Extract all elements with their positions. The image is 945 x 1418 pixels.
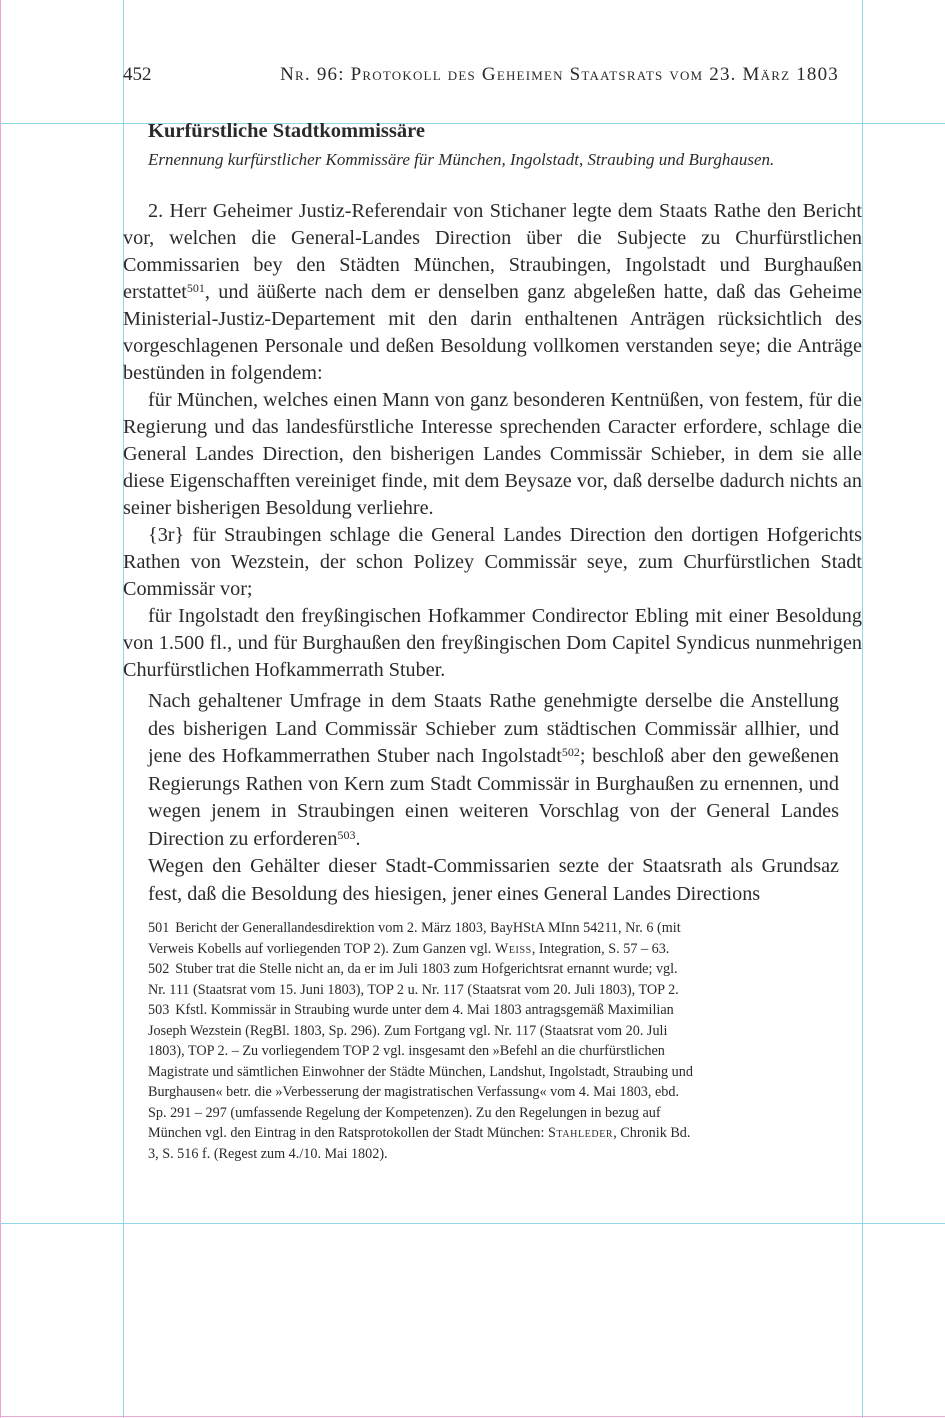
footnote-503 (148, 1000, 698, 1164)
running-head (123, 64, 839, 92)
footnote-text: , Integration, S. 57 – 63. (531, 940, 670, 957)
paragraph-ingolstadt: für Ingolstadt den freyßingischen Hofkammer Condirector Ebling mit einer Besoldung von 1.500 fl., und für Burghaußen den freyßingischen Dom Capitel Syndicus nunmehrigen Churfürstlichen Hofkammerrath Stuber. (123, 605, 862, 681)
paragraph-decision (148, 688, 839, 853)
paragraph-text: , und äüßerte nach dem er denselben ganz abgeleßen hatte, daß das Geheime Ministerial-Justiz-Departement mit den darin enthaltenen Anträgen rücksichtlich des vorgeschlagenen Personale und deßen Besoldung vollkomen verstanden seye; die Anträge bestünden in folgendem: (123, 281, 862, 384)
paragraph-text: Nach gehaltener Umfrage in dem Staats Rathe genehmigte derselbe die Anstellung des bisherigen Land Commissär Schieber zum städtischen Commissär allhier, und jene des Hofkammerrathen Stuber nach Ingolstadt (148, 690, 839, 767)
guide-line-bottom (0, 1223, 945, 1224)
paragraph-muenchen: für München, welches einen Mann von ganz besonderen Kentnüßen, von festem, für die Regierung und das landesfürstliche Interesse sprechenden Caracter erfordere, schlage die General Landes Direction, den bisherigen Landes Commissär Schieber, in dem sie alle diese Eigenschafften vereiniget finde, mit dem Beysaze vor, daß derselbe dadurch nichts an seiner bisherigen Besoldung verliehre. (123, 389, 862, 519)
footnote-ref[interactable]: 501 (186, 281, 205, 295)
footnotes (148, 918, 698, 1164)
author-name: Weiss (494, 940, 532, 957)
body-text (123, 198, 862, 908)
author-name: Stahleder (547, 1125, 614, 1141)
paragraph-report (123, 198, 862, 387)
page-number: 452 (123, 64, 152, 85)
paragraph-text: ; beschloß aber den geweßenen Regierungs Rathen von Kern zum Stadt Commissär in Burghaußen zu ernennen, und wegen jenem in Straubingen einen weiteren Vorschlag von der General Landes Direction zu erforderen (148, 745, 839, 850)
footnote-ref[interactable]: 503 (337, 827, 356, 842)
section-subtitle: Ernennung kurfürstlicher Kommissäre für München, Ingolstadt, Straubing und Burghausen. (148, 150, 775, 169)
running-title: Nr. 96: Protokoll des Geheimen Staatsrats vom 23. März 1803 (280, 64, 839, 85)
footnote-ref[interactable]: 502 (561, 745, 580, 759)
section-title: Kurfürstliche Stadtkommissäre (148, 120, 425, 142)
footnote-number: 501 (148, 920, 170, 936)
page-edge-left (0, 0, 1, 1418)
footnote-text: , Chronik Bd. 3, S. 516 f. (Regest zum 4./10. Mai 1802). (148, 1125, 691, 1162)
guide-line-top (0, 123, 945, 124)
page-edge-bottom (0, 1416, 945, 1417)
paragraph-text: 2. Herr Geheimer Justiz-Referendair von Stichaner legte dem Staats Rathe den Bericht vor, welchen die General-Landes Direction über die Subjecte zu Churfürstlichen Commissarien bey den Städten München, Straubingen, Ingolstadt und Burghaußen erstattet (123, 200, 862, 303)
footnote-number: 502 (148, 961, 170, 977)
footnote-501 (148, 918, 698, 959)
footnote-502 (148, 959, 698, 1000)
paragraph-salaries: Wegen den Gehälter dieser Stadt-Commissarien sezte der Staatsrath als Grundsaz fest, daß die Besoldung des hiesigen, jener eines General Landes Directions (148, 855, 839, 905)
paragraph-straubingen: {3r} für Straubingen schlage die General Landes Direction den dortigen Hofgerichts Rathen von Wezstein, der schon Polizey Commissär seye, zum Churfürstlichen Stadt Commissär vor; (123, 524, 862, 600)
guide-line-right (862, 0, 863, 1418)
footnote-text: Kfstl. Kommissär in Straubing wurde unter dem 4. Mai 1803 antragsgemäß Maximilian Joseph Wezstein (RegBl. 1803, Sp. 296). Zum Fortgang vgl. Nr. 117 (Staatsrat vom 20. Juli 1803), TOP 2. – Zu vorliegendem TOP 2 vgl. insgesamt den »Befehl an die churfürstlichen Magistrate und sämtlichen Einwohner der Städte München, Landshut, Ingolstadt, Straubing und Burghausen« betr. die »Verbesserung der magistratischen Verfassung« vom 4. Mai 1803, ebd. Sp. 291 – 297 (umfassende Regelung der Kompetenzen). Zu den Regelungen in bezug auf München vgl. den Eintrag in den Ratsprotokollen der Stadt München: (148, 1002, 693, 1141)
footnote-number: 503 (148, 1002, 170, 1018)
paragraph-text: . (355, 827, 361, 850)
footnote-text: Bericht der Generallandesdirektion vom 2. März 1803, BayHStA MInn 54211, Nr. 6 (mit Verweis Kobells auf vorliegenden TOP 2). Zum Ganzen vgl. (148, 920, 681, 957)
footnote-text: Stuber trat die Stelle nicht an, da er im Juli 1803 zum Hofgerichtsrat ernannt wurde; vgl. Nr. 111 (Staatsrat vom 15. Juni 1803), TOP 2 u. Nr. 117 (Staatsrat vom 20. Juli 1803), TOP 2. (148, 961, 679, 998)
